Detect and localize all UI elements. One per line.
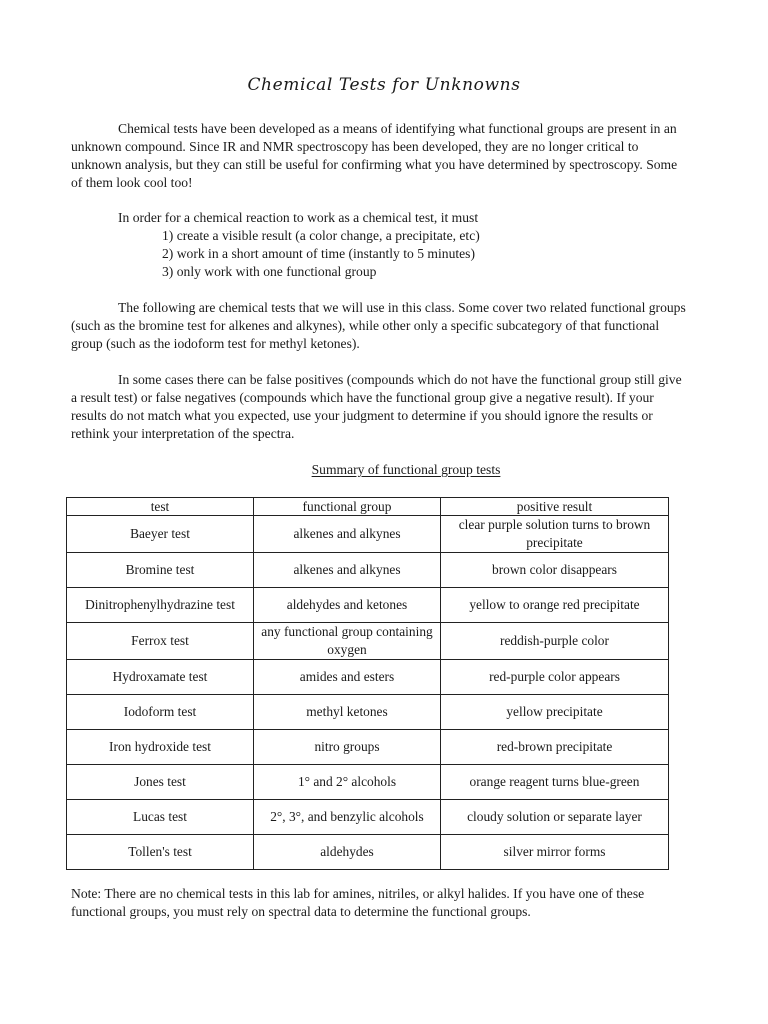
table-row xyxy=(67,660,669,695)
positive-result-cell: silver mirror forms xyxy=(441,835,669,870)
false-results-paragraph: In some cases there can be false positives (compounds which do not have the functional group still give a result test) or false negatives (compounds which have the functional group give a negative result). If your results do not match what you expected, use your judgment to determine if you should ignore the results or rethink your interpretation of the spectra. xyxy=(71,372,682,441)
list-item: 1) create a visible result (a color change, a precipitate, etc) xyxy=(162,228,480,243)
positive-result-cell: red-purple color appears xyxy=(441,660,669,695)
page-title: Chemical Tests for Unknowns xyxy=(247,75,521,95)
test-cell: Dinitrophenylhydrazine test xyxy=(67,588,254,623)
functional-group-cell: 1° and 2° alcohols xyxy=(254,765,441,800)
table-header-row xyxy=(67,498,669,516)
table-row xyxy=(67,623,669,660)
test-cell: Tollen's test xyxy=(67,835,254,870)
functional-group-tests-table xyxy=(66,497,669,870)
test-cell: Hydroxamate test xyxy=(67,660,254,695)
functional-group-cell: alkenes and alkynes xyxy=(254,516,441,553)
test-cell: Iodoform test xyxy=(67,695,254,730)
positive-result-cell: brown color disappears xyxy=(441,553,669,588)
functional-group-cell: any functional group containing oxygen xyxy=(254,623,441,660)
test-cell: Iron hydroxide test xyxy=(67,730,254,765)
functional-group-cell: aldehydes xyxy=(254,835,441,870)
table-row xyxy=(67,835,669,870)
positive-result-cell: orange reagent turns blue-green xyxy=(441,765,669,800)
requirements-intro: In order for a chemical reaction to work as a chemical test, it must xyxy=(118,210,479,225)
positive-result-cell: cloudy solution or separate layer xyxy=(441,800,669,835)
positive-result-cell: yellow to orange red precipitate xyxy=(441,588,669,623)
test-cell: Baeyer test xyxy=(67,516,254,553)
table-row xyxy=(67,516,669,553)
functional-group-cell: amides and esters xyxy=(254,660,441,695)
column-header-positive-result: positive result xyxy=(441,498,669,516)
table-row xyxy=(67,800,669,835)
positive-result-cell: reddish-purple color xyxy=(441,623,669,660)
tests-paragraph: The following are chemical tests that we will use in this class. Some cover two related functional groups (such as the bromine test for alkenes and alkynes), while other only a specific subcategory of that functional group (such as the iodoform test for methyl ketones). xyxy=(71,300,686,351)
table-caption xyxy=(71,461,741,479)
functional-group-cell: alkenes and alkynes xyxy=(254,553,441,588)
test-cell: Ferrox test xyxy=(67,623,254,660)
table-row xyxy=(67,553,669,588)
functional-group-cell: 2°, 3°, and benzylic alcohols xyxy=(254,800,441,835)
list-item: 3) only work with one functional group xyxy=(162,264,377,279)
table-row xyxy=(67,695,669,730)
column-header-functional-group: functional group xyxy=(254,498,441,516)
table-row xyxy=(67,765,669,800)
functional-group-cell: aldehydes and ketones xyxy=(254,588,441,623)
table-row xyxy=(67,730,669,765)
test-cell: Bromine test xyxy=(67,553,254,588)
requirements-list xyxy=(162,227,480,281)
positive-result-cell: red-brown precipitate xyxy=(441,730,669,765)
note-paragraph: Note: There are no chemical tests in this lab for amines, nitriles, or alkyl halides. If you have one of these functional groups, you must rely on spectral data to determine the functional groups. xyxy=(71,886,645,919)
test-cell: Lucas test xyxy=(67,800,254,835)
functional-group-cell: methyl ketones xyxy=(254,695,441,730)
intro-paragraph: Chemical tests have been developed as a means of identifying what functional groups are present in an unknown compound. Since IR and NMR spectroscopy has been developed, they are no longer critical to unknown analysis, but they can still be useful for confirming what you have determined by spectroscopy. Some of them look cool too! xyxy=(71,121,678,190)
positive-result-cell: yellow precipitate xyxy=(441,695,669,730)
test-cell: Jones test xyxy=(67,765,254,800)
column-header-test: test xyxy=(67,498,254,516)
functional-group-cell: nitro groups xyxy=(254,730,441,765)
positive-result-cell: clear purple solution turns to brown precipitate xyxy=(441,516,669,553)
list-item: 2) work in a short amount of time (instantly to 5 minutes) xyxy=(162,246,475,261)
table-row xyxy=(67,588,669,623)
table-caption-text: Summary of functional group tests xyxy=(311,462,501,477)
